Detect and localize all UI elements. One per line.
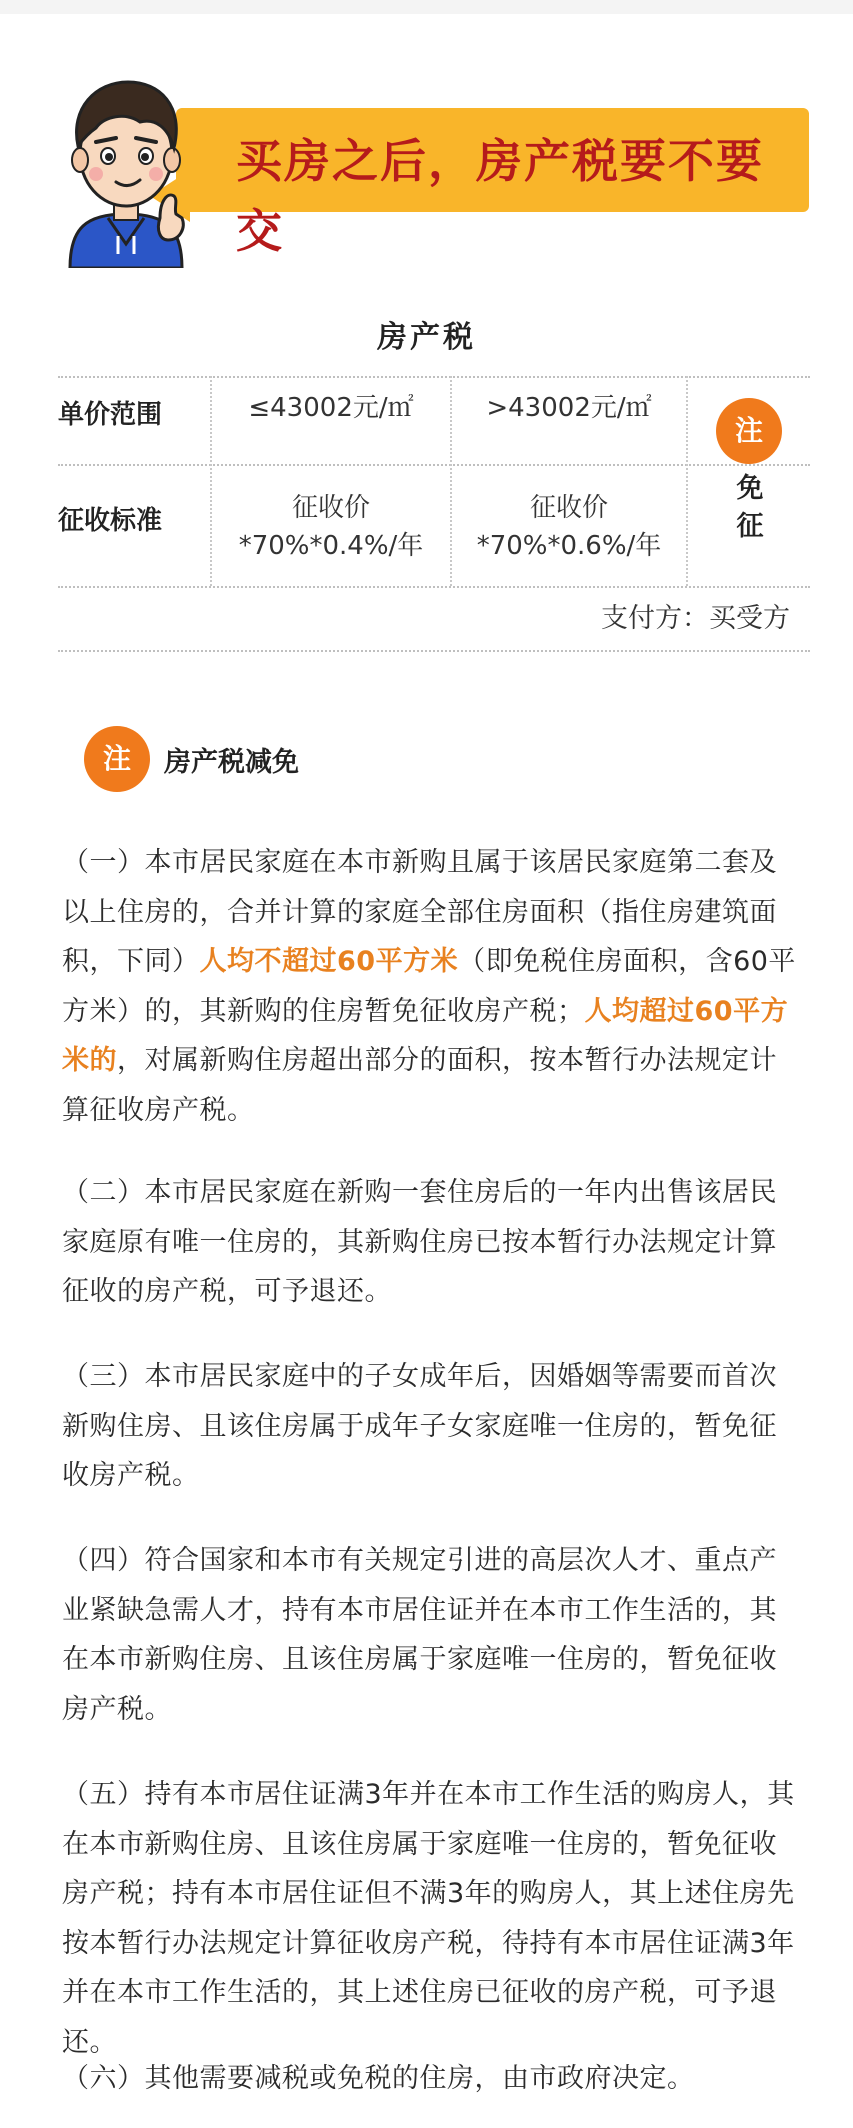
paragraph-1-text-b: （即免税住房面积，含60平方米）的，其新购的住房暂免征收房产税； [62,946,796,1027]
section-title: 房产税减免 [164,747,299,778]
paragraph-1 [62,838,798,1135]
paragraph-6: （六）其他需要减税或免税的住房，由市政府决定。 [62,2063,695,2094]
cell-levy-low-line1: 征收价 [291,493,370,523]
exempt-label-line1: 免 [736,473,764,504]
paragraph-3: （三）本市居民家庭中的子女成年后，因婚姻等需要而首次新购住房、且该住房属于成年子女家庭唯一住房的，暂免征收房产税。 [62,1361,777,1491]
section-badge: 注 [84,726,150,792]
cell-levy-high-line2: *70%*0.6%/年 [476,531,662,561]
paragraph-1-text-a: （一）本市居民家庭在本市新购且属于该居民家庭第二套及以上住房的，合并计算的家庭全部住房面积（指住房建筑面积，下同） [62,847,777,977]
payer-text: 支付方：买受方 [601,603,790,634]
table-divider [58,376,810,378]
note-badge: 注 [716,398,782,464]
table-column-divider [686,376,688,586]
table-divider [58,464,810,466]
table-divider [58,586,810,588]
paragraph-4: （四）符合国家和本市有关规定引进的高层次人才、重点产业紧缺急需人才，持有本市居住证并在本市工作生活的，其在本市新购住房、且该住房属于家庭唯一住房的，暂免征收房产税。 [62,1545,777,1725]
paragraph-1-text-c: ，对属新购住房超出部分的面积，按本暂行办法规定计算征收房产税。 [62,1045,777,1126]
cell-levy-high-line1: 征收价 [529,493,608,523]
top-band [0,0,853,14]
avatar-icon [56,68,196,268]
paragraph-5: （五）持有本市居住证满3年并在本市工作生活的购房人，其在本市新购住房、且该住房属于家庭唯一住房的，暂免征收房产税；持有本市居住证但不满3年的购房人，其上述住房先按本暂行办法规定计算征收房产税，待持有本市居住证满3年并在本市工作生活的，其上述住房已征收的房产税，可予退还。 [62,1779,795,2058]
page-title: 买房之后，房产税要不要交 [236,134,764,258]
table-title: 房产税 [377,320,476,355]
highlight-per-capita-over: 人均超过60平方米的 [62,995,789,1076]
cell-levy-low-line2: *70%*0.4%/年 [238,531,424,561]
row-label-price-range: 单价范围 [58,400,163,430]
paragraph-2: （二）本市居民家庭在新购一套住房后的一年内出售该居民家庭原有唯一住房的，其新购住房已按本暂行办法规定计算征收的房产税，可予退还。 [62,1177,777,1307]
exempt-label-line2: 征 [736,511,764,542]
highlight-per-capita-max: 人均不超过60平方米 [199,946,459,977]
table-divider [58,650,810,652]
row-label-levy-standard: 征收标准 [58,506,163,536]
cell-price-low: ≤43002元/㎡ [248,393,414,423]
cell-price-high: >43002元/㎡ [486,393,652,423]
